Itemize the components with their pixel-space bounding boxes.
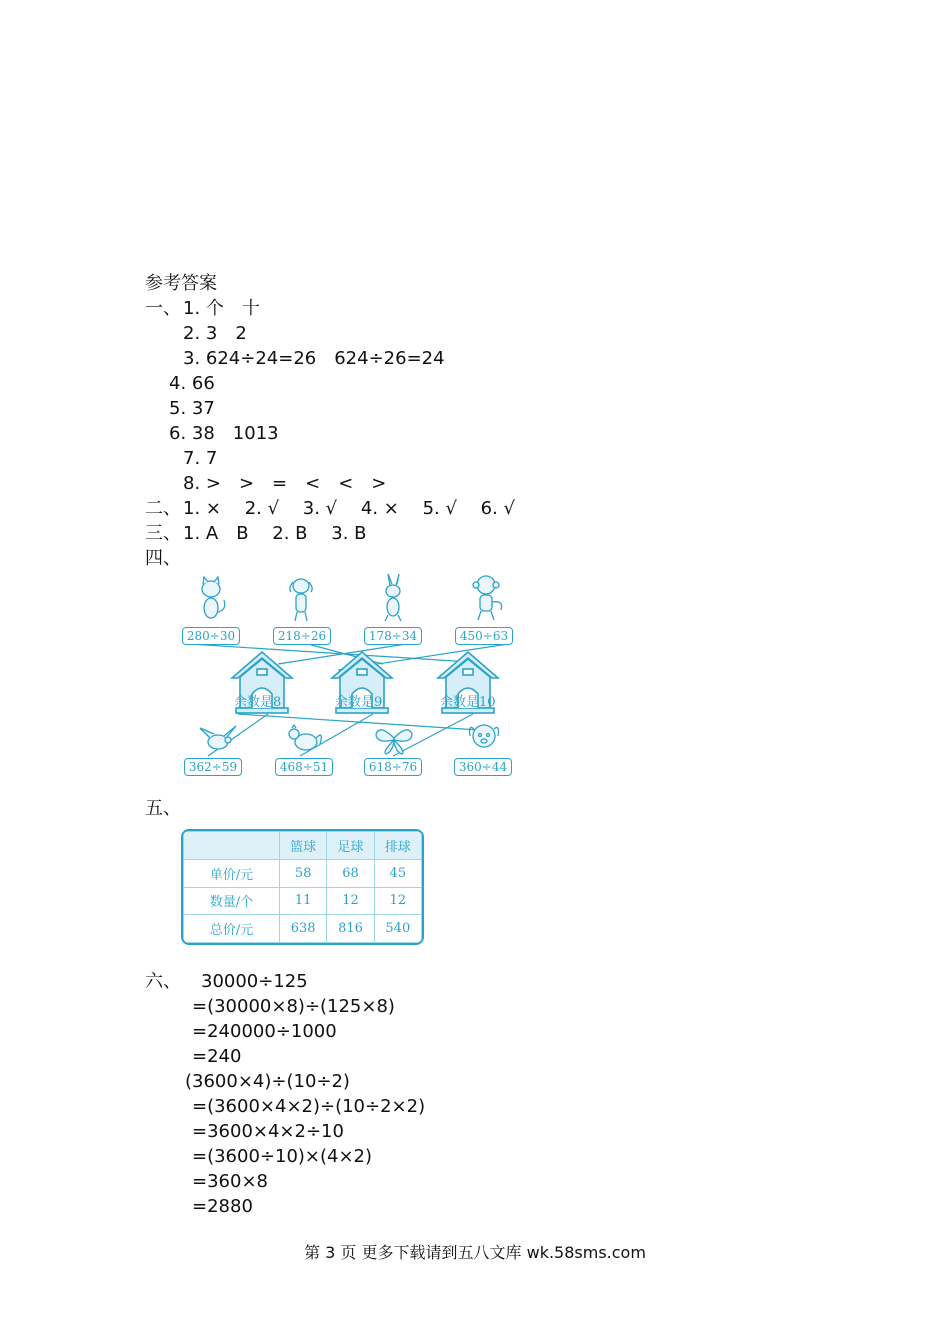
answer-item: 8. > > = < < >: [183, 473, 387, 494]
table-row: [184, 887, 422, 915]
page-footer: 第 3 页 更多下载请到五八文库 wk.58sms.com: [304, 1243, 646, 1262]
row-label: 总价/元: [184, 915, 280, 943]
dog-icon: [284, 574, 320, 624]
calc-step: (3600×4)÷(10÷2): [185, 1071, 350, 1092]
house-label: 余数是8: [234, 695, 282, 710]
section1-label: 一、: [145, 298, 181, 319]
expression-box: 362÷59: [184, 758, 242, 776]
table-cell: 816: [327, 915, 374, 943]
row-label: 单价/元: [184, 859, 280, 887]
table-cell: 12: [327, 887, 374, 915]
answer-item: 2. 3 2: [183, 323, 247, 344]
bird-icon: [196, 722, 240, 756]
answer-item: 4. 66: [169, 373, 215, 394]
calc-step: 30000÷125: [201, 971, 308, 992]
table-cell: 12: [374, 887, 421, 915]
answer-item: 1. 个 十: [183, 298, 260, 319]
section5-label: 五、: [145, 798, 181, 819]
table-cell: 58: [280, 859, 327, 887]
table-row: [184, 915, 422, 943]
section3-label: 三、: [145, 523, 181, 544]
butterfly-icon: [372, 722, 416, 756]
calc-step: =240000÷1000: [192, 1021, 337, 1042]
section4-label: 四、: [145, 548, 181, 569]
section3-answers: 1. A B 2. B 3. B: [183, 523, 367, 544]
table-row: [184, 859, 422, 887]
table-header-row: [184, 832, 422, 860]
calc-step: =3600×4×2÷10: [192, 1121, 344, 1142]
expression-box: 468÷51: [275, 758, 333, 776]
table-header-cell: 排球: [374, 832, 421, 860]
price-table: [181, 829, 424, 945]
calc-step: =(30000×8)÷(125×8): [192, 996, 395, 1017]
answer-item: 5. 37: [169, 398, 215, 419]
table-cell: 11: [280, 887, 327, 915]
expression-box: 218÷26: [273, 627, 331, 645]
puppy-icon: [464, 720, 508, 756]
expression-box: 618÷76: [364, 758, 422, 776]
answer-item: 3. 624÷24=26 624÷26=24: [183, 348, 445, 369]
table-cell: 540: [374, 915, 421, 943]
expression-box: 360÷44: [454, 758, 512, 776]
section6-label: 六、: [145, 971, 181, 992]
monkey-icon: [468, 572, 508, 624]
expression-box: 450÷63: [455, 627, 513, 645]
expression-box: 280÷30: [182, 627, 240, 645]
answer-item: 7. 7: [183, 448, 218, 469]
row-label: 数量/个: [184, 887, 280, 915]
answer-item: 6. 38 1013: [169, 423, 279, 444]
table-cell: 68: [327, 859, 374, 887]
table-cell: 45: [374, 859, 421, 887]
house-label: 余数是9: [335, 695, 383, 710]
calc-step: =(3600÷10)×(4×2): [192, 1146, 373, 1167]
calc-step: =360×8: [192, 1171, 268, 1192]
calc-step: =2880: [192, 1196, 253, 1217]
calc-step: =240: [192, 1046, 242, 1067]
page-title: 参考答案: [145, 273, 217, 294]
calc-step: =(3600×4×2)÷(10÷2×2): [192, 1096, 426, 1117]
rooster-icon: [282, 722, 326, 756]
table-header-cell: 足球: [327, 832, 374, 860]
expression-box: 178÷34: [364, 627, 422, 645]
table-corner-cell: [184, 832, 280, 860]
table-header-cell: 篮球: [280, 832, 327, 860]
cat-icon: [194, 574, 230, 624]
table-cell: 638: [280, 915, 327, 943]
section2-answers: 1. × 2. √ 3. √ 4. × 5. √ 6. √: [183, 498, 516, 519]
section2-label: 二、: [145, 498, 181, 519]
matching-diagram: [178, 572, 518, 778]
rabbit-icon: [376, 572, 412, 624]
house-label: 余数是10: [440, 695, 496, 710]
